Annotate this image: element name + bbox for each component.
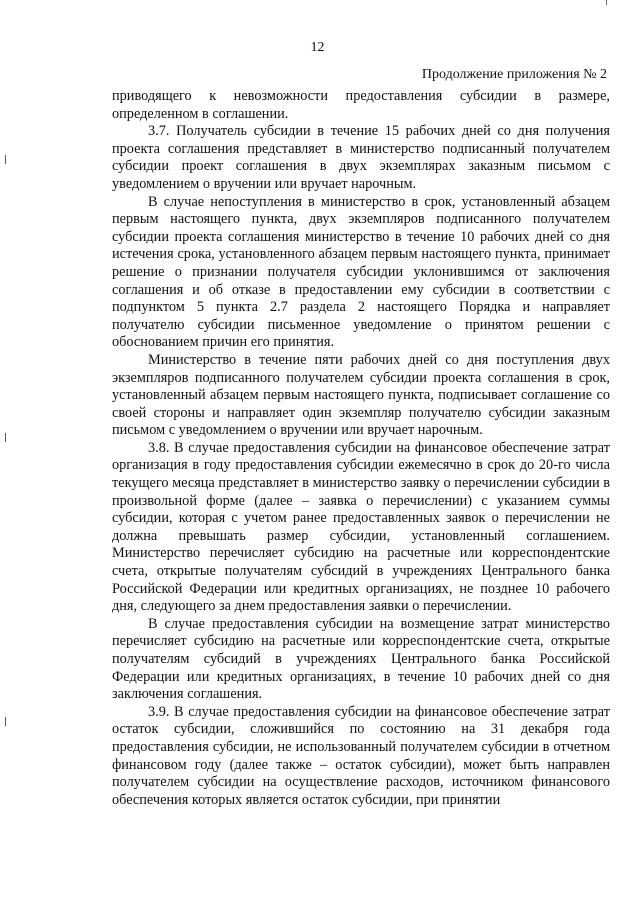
paragraph-3-8: 3.8. В случае предоставления субсидии на финансовое обеспечение затрат организация в году предоставления субсидии ежемесячно в срок до 20-го числа текущего месяца представляет в министерство заявку о перечислении субсидии в произвольной форме (далее – заявка о перечислении) с указанием суммы субсидии, которая с учетом ранее предоставленных заявок о перечислении не должна превышать размер субсидии, установленный соглашением. Министерство перечисляет субсидию на расчетные или корреспондентские счета, открытые получателям субсидий в учреждениях Центрального банка Российской Федерации или кредитных организациях, не позднее 10 рабочего дня, следующего за днем предоставления заявки о перечислении. (112, 439, 610, 615)
paragraph-3-7-ministry-signing: Министерство в течение пяти рабочих дней со дня поступления двух экземпляров подписанного получателем субсидии проекта соглашения в срок, установленный абзацем первым настоящего пункта, подписывает соглашение со своей стороны и направляет один экземпляр получателю субсидии заказным письмом с уведомлением о вручении или вручает нарочным. (112, 351, 610, 439)
paragraph-3-8-reimbursement: В случае предоставления субсидии на возмещение затрат министерство перечисляет субсидию на расчетные или корреспондентские счета, открытые получателям субсидий в учреждениях Центрального банка Российской Федерации или кредитных организациях, в течение 10 рабочих дней со дня заключения соглашения. (112, 615, 610, 703)
margin-mark (5, 717, 6, 726)
appendix-continuation-note: Продолжение приложения № 2 (421, 67, 607, 82)
scan-edge-mark (606, 0, 607, 5)
paragraph-3-7: 3.7. Получатель субсидии в течение 15 рабочих дней со дня получения проекта соглашения представляет в министерство подписанный получателем субсидии проект соглашения в двух экземплярах заказным письмом с уведомлением о вручении или вручает нарочным. (112, 123, 610, 192)
paragraph-continuation: приводящего к невозможности предоставления субсидии в размере, определенном в соглашении. (112, 88, 610, 122)
paragraph-3-7-non-receipt: В случае непоступления в министерство в срок, установленный абзацем первым настоящего пункта, двух экземпляров подписанного получателем субсидии проекта соглашения министерство в течение 10 рабочих дней со дня истечения срока, установленного абзацем первым настоящего пункта, принимает решение о признании получателя субсидии уклонившимся от заключения соглашения и об отказе в предоставлении ему субсидии в соответствии с подпунктом 5 пункта 2.7 раздела 2 настоящего Порядка и направляет получателю субсидии письменное уведомление о принятом решении с обоснованием причин его принятия. (112, 193, 610, 351)
margin-mark (5, 155, 6, 164)
paragraph-3-9: 3.9. В случае предоставления субсидии на финансовое обеспечение затрат остаток субсидии, сложившийся по состоянию на 31 декабря года предоставления субсидии, не использованный получателем субсидии в отчетном финансовом году (далее также – остаток субсидии), может быть направлен получателем субсидии на осуществление расходов, источником финансового обеспечения которых является остаток субсидии, при принятии (112, 703, 610, 808)
margin-mark (5, 433, 6, 442)
page-number: 12 (310, 40, 325, 55)
document-body (112, 88, 610, 809)
